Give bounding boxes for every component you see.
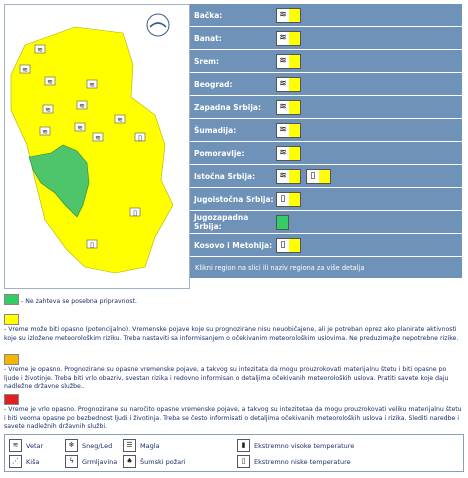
warning-level-swatch bbox=[289, 55, 300, 68]
warning-chip bbox=[276, 146, 301, 161]
low-temp-icon: ▯ bbox=[277, 239, 289, 252]
legend-orange-text: - Vreme je opasno. Prognozirane su opasne vremenske pojave, a takvog su intezitata da mogu prouzrokovati materijalnu štetu i biti opasne po ljude i životinje. Treba biti vrlo obazriv, svestan rizika i redovno informisan o detaljima očekivanih meteoroloških uslova. Pratiti savete koje daju nadležne državne službe.. bbox=[4, 366, 449, 391]
wind-icon: ≋ bbox=[277, 170, 289, 183]
wind-icon: ≋ bbox=[277, 32, 289, 45]
wind-icon: ≋ bbox=[277, 9, 289, 22]
key-label: Grmljavina bbox=[82, 457, 118, 466]
region-row[interactable] bbox=[190, 234, 462, 257]
key-item bbox=[123, 455, 186, 468]
region-warning-icons bbox=[276, 146, 301, 161]
svg-text:≋: ≋ bbox=[47, 78, 53, 86]
warning-chip bbox=[276, 123, 301, 138]
low-temp-icon: ▯ bbox=[277, 193, 289, 206]
map-marker-wind-icon[interactable] bbox=[93, 133, 103, 142]
key-label: Ekstremno visoke temperature bbox=[254, 441, 355, 450]
legend-yellow-swatch bbox=[4, 314, 19, 325]
region-warning-icons bbox=[276, 238, 301, 253]
region-name-link[interactable]: Kosovo i Metohija: bbox=[194, 240, 273, 250]
svg-text:≋: ≋ bbox=[22, 66, 28, 74]
legend-green-swatch bbox=[4, 294, 19, 305]
region-row[interactable] bbox=[190, 27, 462, 50]
warning-level-swatch bbox=[289, 170, 300, 183]
svg-text:≋: ≋ bbox=[89, 81, 95, 89]
map-marker-wind-icon[interactable] bbox=[115, 115, 125, 124]
warning-chip bbox=[276, 77, 301, 92]
key-item bbox=[9, 455, 39, 468]
warning-level-swatch bbox=[277, 216, 288, 229]
svg-text:≋: ≋ bbox=[117, 116, 123, 124]
wind-icon: ≋ bbox=[277, 55, 289, 68]
map-marker-wind-icon[interactable] bbox=[43, 105, 53, 114]
map-marker-low-temp-icon[interactable] bbox=[130, 208, 140, 217]
region-name-link[interactable]: Istočna Srbija: bbox=[194, 171, 256, 181]
key-item bbox=[9, 439, 43, 452]
region-warning-icons bbox=[276, 123, 301, 138]
svg-text:▯: ▯ bbox=[138, 134, 142, 142]
legend-yellow-text: - Vreme može biti opasno (potencijalno). Vremenske pojave koje su prognozirane nisu neuobičajene, ali je potreban oprez ako planirate aktivnosti koje su izložene meteorološkim riziku. Treba nastaviti sa informisanjem o očekivanim meteorološkim uslovima. Ne preduzimajte nepotrebne rizike. bbox=[4, 326, 459, 342]
legend-orange-swatch bbox=[4, 354, 19, 365]
warning-chip bbox=[306, 169, 331, 184]
warning-chip bbox=[276, 238, 301, 253]
legend-red bbox=[4, 394, 462, 432]
region-row[interactable] bbox=[190, 50, 462, 73]
key-item bbox=[237, 455, 351, 468]
warning-chip bbox=[276, 31, 301, 46]
wind-icon: ≋ bbox=[277, 78, 289, 91]
low-temp-icon: ▯ bbox=[237, 455, 250, 468]
map-marker-wind-icon[interactable] bbox=[45, 77, 55, 86]
region-name-link[interactable]: Jugoistočna Srbija: bbox=[194, 194, 274, 204]
map-marker-wind-icon[interactable] bbox=[20, 65, 30, 74]
key-label: Sneg/Led bbox=[82, 441, 113, 450]
svg-text:≋: ≋ bbox=[42, 128, 48, 136]
low-temp-icon: ▯ bbox=[307, 170, 319, 183]
map-marker-wind-icon[interactable] bbox=[35, 45, 45, 54]
svg-text:▯: ▯ bbox=[133, 209, 137, 217]
map-marker-wind-icon[interactable] bbox=[87, 80, 97, 89]
map-marker-wind-icon[interactable] bbox=[77, 101, 87, 110]
svg-text:≋: ≋ bbox=[79, 102, 85, 110]
region-name-link[interactable]: Pomoravlje: bbox=[194, 148, 245, 158]
region-row[interactable] bbox=[190, 188, 462, 211]
warning-chip bbox=[276, 169, 301, 184]
wind-icon: ≋ bbox=[277, 147, 289, 160]
wind-icon: ≋ bbox=[277, 101, 289, 114]
region-name-link[interactable]: Šumadija: bbox=[194, 125, 237, 135]
svg-text:≋: ≋ bbox=[95, 134, 101, 142]
region-row[interactable] bbox=[190, 119, 462, 142]
warning-level-swatch bbox=[289, 124, 300, 137]
region-row[interactable] bbox=[190, 4, 462, 27]
wind-icon: ≋ bbox=[9, 439, 22, 452]
region-warning-icons bbox=[276, 8, 301, 23]
svg-text:▯: ▯ bbox=[90, 241, 94, 249]
key-item bbox=[65, 455, 117, 468]
wind-icon: ≋ bbox=[277, 124, 289, 137]
legend-green-text: - Ne zahteva se posebna pripravnost. bbox=[21, 298, 138, 305]
fog-icon: ☰ bbox=[123, 439, 136, 452]
legend-red-swatch bbox=[4, 394, 19, 405]
key-item bbox=[237, 439, 354, 452]
warning-level-swatch bbox=[289, 239, 300, 252]
region-row[interactable] bbox=[190, 211, 462, 234]
legend-red-text: - Vreme je vrlo opasno. Prognozirane su naročito opasne vremenske pojave, a takvog su intezitetaa da mogu prouzrokovati veliku materijalnu štetu i biti veoma opasne po bezbednost ljudi i životinja. Treba se često informisati o detaljima očekivanih meteoroloških uslova i rizika. Slediti naredbe i savete nadležnih državnih službi. bbox=[4, 406, 462, 431]
warning-chip bbox=[276, 192, 301, 207]
region-warning-icons bbox=[276, 169, 331, 184]
key-item bbox=[123, 439, 160, 452]
region-warning-icons bbox=[276, 54, 301, 69]
warning-chip bbox=[276, 215, 289, 230]
legend-yellow bbox=[4, 314, 462, 343]
region-hint: Klikni region na slici ili naziv regiona za više detalja bbox=[190, 257, 462, 278]
snow-ice-icon: ❄ bbox=[65, 439, 78, 452]
region-name-link[interactable]: Jugozapadna Srbija: bbox=[194, 213, 249, 231]
map-marker-wind-icon[interactable] bbox=[75, 123, 85, 132]
warning-level-swatch bbox=[319, 170, 330, 183]
rhmz-logo bbox=[147, 14, 169, 36]
key-label: Magla bbox=[140, 441, 160, 450]
map-region-yellow[interactable] bbox=[11, 27, 173, 273]
region-name-link[interactable]: Bačka: bbox=[194, 10, 223, 20]
region-name-link[interactable]: Srem: bbox=[194, 56, 220, 66]
region-warning-icons bbox=[276, 100, 301, 115]
warning-level-swatch bbox=[289, 9, 300, 22]
region-row[interactable] bbox=[190, 165, 462, 188]
key-label: Šumski požari bbox=[140, 457, 186, 466]
thunderstorm-icon: ϟ bbox=[65, 455, 78, 468]
serbia-map[interactable] bbox=[4, 4, 190, 289]
warning-level-swatch bbox=[289, 78, 300, 91]
high-temp-icon: ▮ bbox=[237, 439, 250, 452]
key-label: Vetar bbox=[26, 441, 44, 450]
warning-level-swatch bbox=[289, 32, 300, 45]
warning-level-swatch bbox=[289, 147, 300, 160]
legend-green bbox=[4, 294, 462, 306]
svg-text:≋: ≋ bbox=[45, 106, 51, 114]
svg-text:≋: ≋ bbox=[37, 46, 43, 54]
region-row[interactable] bbox=[190, 96, 462, 119]
forest-fire-icon: ♠ bbox=[123, 455, 136, 468]
map-marker-low-temp-icon[interactable] bbox=[135, 133, 145, 142]
key-label: Kiša bbox=[26, 457, 40, 466]
warning-level-swatch bbox=[289, 193, 300, 206]
region-warning-icons bbox=[276, 31, 301, 46]
legend-orange bbox=[4, 354, 462, 392]
region-row[interactable] bbox=[190, 142, 462, 165]
map-marker-wind-icon[interactable] bbox=[40, 127, 50, 136]
region-name-link[interactable]: Banat: bbox=[194, 33, 222, 43]
region-name-link[interactable]: Beograd: bbox=[194, 79, 233, 89]
region-warning-icons bbox=[276, 77, 301, 92]
region-name-link[interactable]: Zapadna Srbija: bbox=[194, 102, 261, 112]
warning-chip bbox=[276, 100, 301, 115]
icon-key bbox=[4, 434, 464, 472]
rain-icon: ⋰ bbox=[9, 455, 22, 468]
svg-text:≋: ≋ bbox=[77, 124, 83, 132]
region-warning-icons bbox=[276, 215, 289, 230]
warning-level-swatch bbox=[289, 101, 300, 114]
map-marker-low-temp-icon[interactable] bbox=[87, 240, 97, 249]
key-item bbox=[65, 439, 112, 452]
key-label: Ekstremno niske temperature bbox=[254, 457, 351, 466]
serbia-map-svg[interactable] bbox=[5, 5, 189, 288]
warning-chip bbox=[276, 54, 301, 69]
region-row[interactable] bbox=[190, 73, 462, 96]
region-warning-icons bbox=[276, 192, 301, 207]
warning-chip bbox=[276, 8, 301, 23]
region-panel bbox=[190, 4, 462, 278]
